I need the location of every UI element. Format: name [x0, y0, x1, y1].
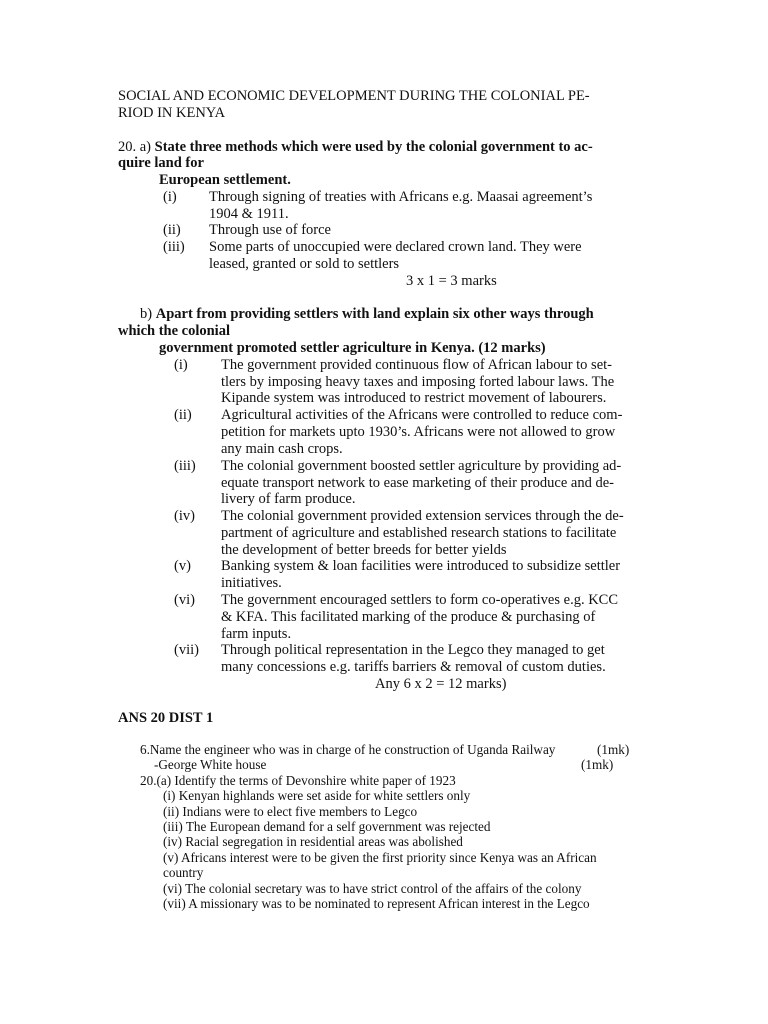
q20a-stem-line-2: quire land for [118, 155, 204, 171]
q20b-item-text: The government encouraged settlers to form co-operatives e.g. KCC [221, 592, 619, 608]
q20b-marks: Any 6 x 2 = 12 marks) [375, 676, 507, 692]
q20b-item-text: livery of farm produce. [221, 491, 356, 507]
q20a-stem-line-1 [118, 139, 593, 156]
ans-term: (vii) A missionary was to be nominated to represent African interest in the Legco [163, 896, 590, 911]
q20a-item-text: Some parts of unoccupied were declared crown land. They were [209, 239, 582, 255]
q20b-item-text: any main cash crops. [221, 441, 343, 457]
ans-term: (vi) The colonial secretary was to have strict control of the affairs of the colony [163, 881, 582, 896]
q20a-number: 20. a) [118, 139, 152, 155]
ans-term: country [163, 865, 204, 880]
q20a-item-text: 1904 & 1911. [209, 206, 289, 222]
doc-title-line-1: SOCIAL AND ECONOMIC DEVELOPMENT DURING THE COLONIAL PE- [118, 88, 590, 104]
q20a-item-text: Through use of force [209, 222, 331, 238]
ans-term: (i) Kenyan highlands were set aside for white settlers only [163, 788, 471, 803]
q20b-item-text: farm inputs. [221, 626, 292, 642]
q20a-item-num: (ii) [163, 222, 181, 238]
ans-q6: 6.Name the engineer who was in charge of he construction of Uganda Railway [140, 742, 556, 757]
q20b-item-text: Banking system & loan facilities were introduced to subsidize settler [221, 558, 621, 574]
q20b-item-num: (iii) [174, 458, 196, 474]
q20b-item-num: (vi) [174, 592, 195, 608]
q20b-item-num: (ii) [174, 407, 192, 423]
ans-heading: ANS 20 DIST 1 [118, 710, 214, 726]
q20b-stem-line-1 [140, 306, 594, 323]
q20b-item-num: (v) [174, 558, 191, 574]
q20b-stem-text-1: Apart from providing settlers with land explain six other ways through [155, 306, 594, 322]
q20b-item-text: partment of agriculture and established research stations to facilitate [221, 525, 617, 541]
ans-q6-answer: -George White house [154, 757, 267, 772]
q20b-item-text: initiatives. [221, 575, 282, 591]
q20a-item-num: (iii) [163, 239, 185, 255]
q20b-item-text: Through political representation in the Legco they managed to get [221, 642, 605, 658]
ans-term: (v) Africans interest were to be given the first priority since Kenya was an African [163, 850, 597, 865]
q20a-item-text: Through signing of treaties with Africans e.g. Maasai agreement’s [209, 189, 593, 205]
q20b-stem-line-3: government promoted settler agriculture in Kenya. (12 marks) [159, 340, 546, 356]
doc-title-line-2: RIOD IN KENYA [118, 105, 226, 121]
q20a-marks: 3 x 1 = 3 marks [406, 273, 497, 289]
q20b-item-num: (vii) [174, 642, 199, 658]
q20a-item-text: leased, granted or sold to settlers [209, 256, 400, 272]
ans-term: (iv) Racial segregation in residential areas was abolished [163, 834, 463, 849]
ans-term: (ii) Indians were to elect five members to Legco [163, 804, 418, 819]
q20b-item-text: equate transport network to ease marketing of their produce and de- [221, 475, 614, 491]
q20b-item-text: petition for markets upto 1930’s. Africans were not allowed to grow [221, 424, 616, 440]
ans-q20a: 20.(a) Identify the terms of Devonshire white paper of 1923 [140, 773, 456, 788]
q20b-item-text: The colonial government provided extension services through the de- [221, 508, 624, 524]
ans-term: (iii) The European demand for a self government was rejected [163, 819, 491, 834]
q20b-number: b) [140, 306, 153, 322]
q20b-item-text: Kipande system was introduced to restrict movement of labourers. [221, 390, 607, 406]
ans-q6-marks: (1mk) [597, 742, 630, 757]
q20a-item-num: (i) [163, 189, 177, 205]
q20b-item-text: many concessions e.g. tariffs barriers & removal of custom duties. [221, 659, 606, 675]
q20b-item-text: & KFA. This facilitated marking of the produce & purchasing of [221, 609, 596, 625]
ans-q6-answer-marks: (1mk) [581, 757, 614, 772]
q20b-item-text: the development of better breeds for better yields [221, 542, 507, 558]
q20b-stem-line-2: which the colonial [118, 323, 230, 339]
q20b-item-num: (iv) [174, 508, 195, 524]
q20b-item-text: The colonial government boosted settler agriculture by providing ad- [221, 458, 622, 474]
q20b-item-text: tlers by imposing heavy taxes and imposing forted labour laws. The [221, 374, 615, 390]
q20a-stem-line-3: European settlement. [159, 172, 291, 188]
q20b-item-text: Agricultural activities of the Africans were controlled to reduce com- [221, 407, 623, 423]
q20a-stem-text-1: State three methods which were used by the colonial government to ac- [154, 139, 593, 155]
q20b-item-text: The government provided continuous flow of African labour to set- [221, 357, 612, 373]
q20b-item-num: (i) [174, 357, 188, 373]
